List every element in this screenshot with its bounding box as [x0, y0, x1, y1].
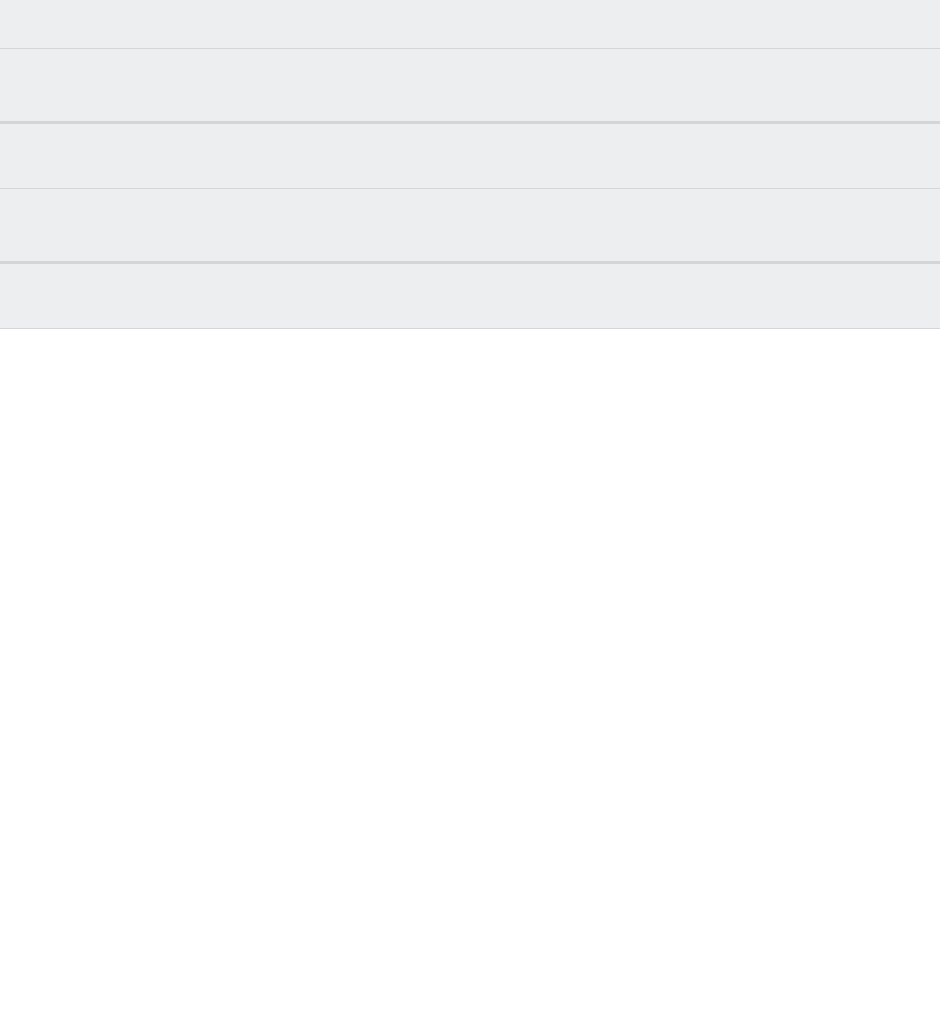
note-banner [0, 0, 940, 49]
spec-table-viewport [0, 0, 940, 329]
note-banner [0, 263, 940, 329]
note-banner [0, 123, 940, 189]
table-header-row [0, 49, 940, 122]
table-header-row [0, 189, 940, 262]
